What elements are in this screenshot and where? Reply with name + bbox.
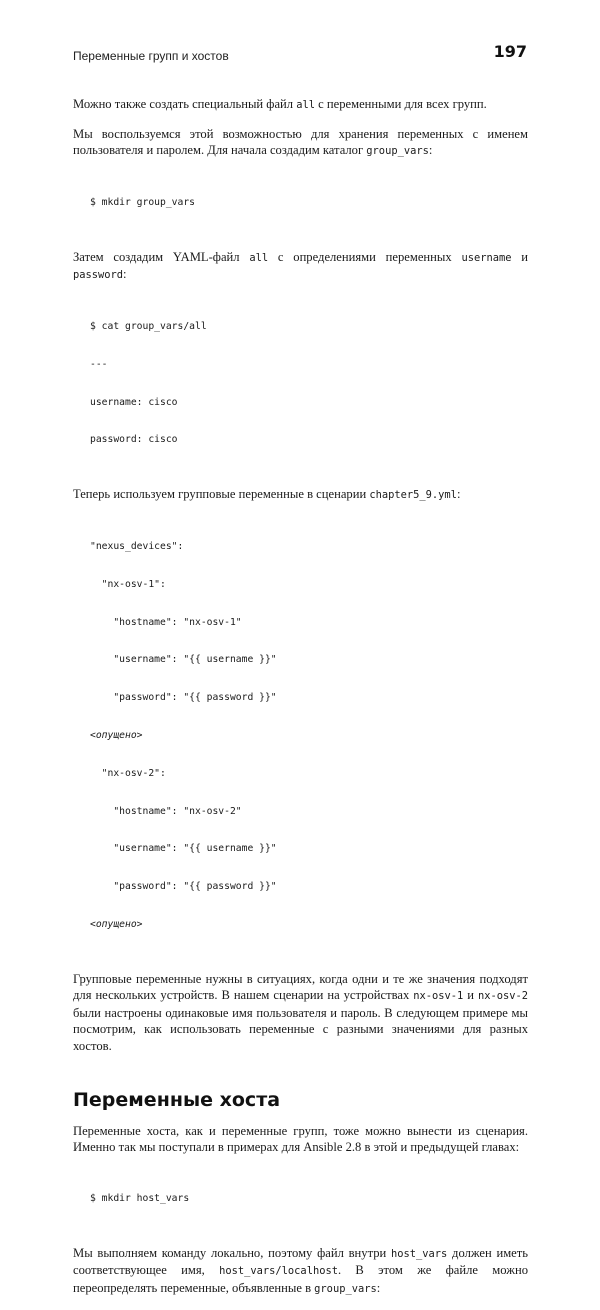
code-line: $ mkdir group_vars [90,196,195,208]
section-heading: Переменные хоста [73,1088,281,1111]
code-block-group-vars-all [90,296,528,472]
code-line: "hostname": "nx-osv-2" [90,805,242,817]
paragraph-4: Теперь используем групповые переменные в сценарии chapter5_9.yml: [73,487,461,502]
inline-code: host_vars/localhost [219,1265,338,1278]
inline-code: group_vars [314,1282,377,1295]
inline-code: username [461,251,512,264]
code-line: "username": "{{ username }}" [90,654,277,666]
paragraph-7: Мы выполняем команду локально, поэтому файл внутри host_vars должен иметь соответствующее имя, host_vars/localhost. В этом же файле можно переопределять переменные, объявленные в group_vars: [73,1245,529,1295]
code-block-nexus-devices [90,516,528,957]
inline-code: chapter5_9.yml [369,489,457,502]
page-number: 197 [493,42,527,61]
code-line: "nexus_devices": [90,541,184,553]
inline-code: nx-osv-2 [477,990,528,1003]
paragraph-6: Переменные хоста, как и переменные групп, тоже можно вынести из сценария. Именно так мы поступали в примерах для Ansible 2.8 в этой и предыдущей главах: [73,1123,528,1155]
code-line: --- [90,358,108,370]
code-line: "nx-osv-1": [90,578,166,590]
code-line: username: cisco [90,396,178,408]
inline-code: all [296,99,316,111]
inline-code: group_vars [366,145,429,158]
inline-code: all [249,251,269,264]
code-line: password: cisco [90,434,178,446]
code-line: "hostname": "nx-osv-1" [90,616,242,628]
code-line: "nx-osv-2": [90,767,166,779]
code-block-mkdir-host-vars [90,1168,528,1231]
inline-code: nx-osv-1 [413,990,464,1003]
paragraph-1: Можно также создать специальный файл all с переменными для всех групп. [73,97,487,111]
paragraph-2: Мы воспользуемся этой возможностью для хранения переменных с именем пользователя и паролем. Для начала создадим каталог group_vars: [73,126,528,158]
inline-code: host_vars [391,1247,448,1260]
code-line: "username": "{{ username }}" [90,843,277,855]
page-body [73,96,528,1310]
running-header: Переменные групп и хостов [73,49,229,63]
code-line: "password": "{{ password }}" [90,692,277,704]
code-block-mkdir-group-vars [90,172,528,235]
inline-code: password [73,269,124,282]
code-line: $ cat group_vars/all [90,321,207,333]
paragraph-5: Групповые переменные нужны в ситуациях, когда одни и те же значения подходят для нескольких устройств. В нашем сценарии на устройствах nx-osv-1 и nx-osv-2 были настроены одинаковые имя пользователя и пароль. В следующем примере мы посмотрим, как использовать переменные с разными значениями для разных хостов. [73,971,528,1053]
code-line-omitted: <опущено> [90,729,143,741]
code-line-omitted: <опущено> [90,918,143,930]
paragraph-3: Затем создадим YAML-файл all с определениями переменных username и password: [73,249,529,282]
code-line: $ mkdir host_vars [90,1192,190,1204]
code-line: "password": "{{ password }}" [90,881,277,893]
